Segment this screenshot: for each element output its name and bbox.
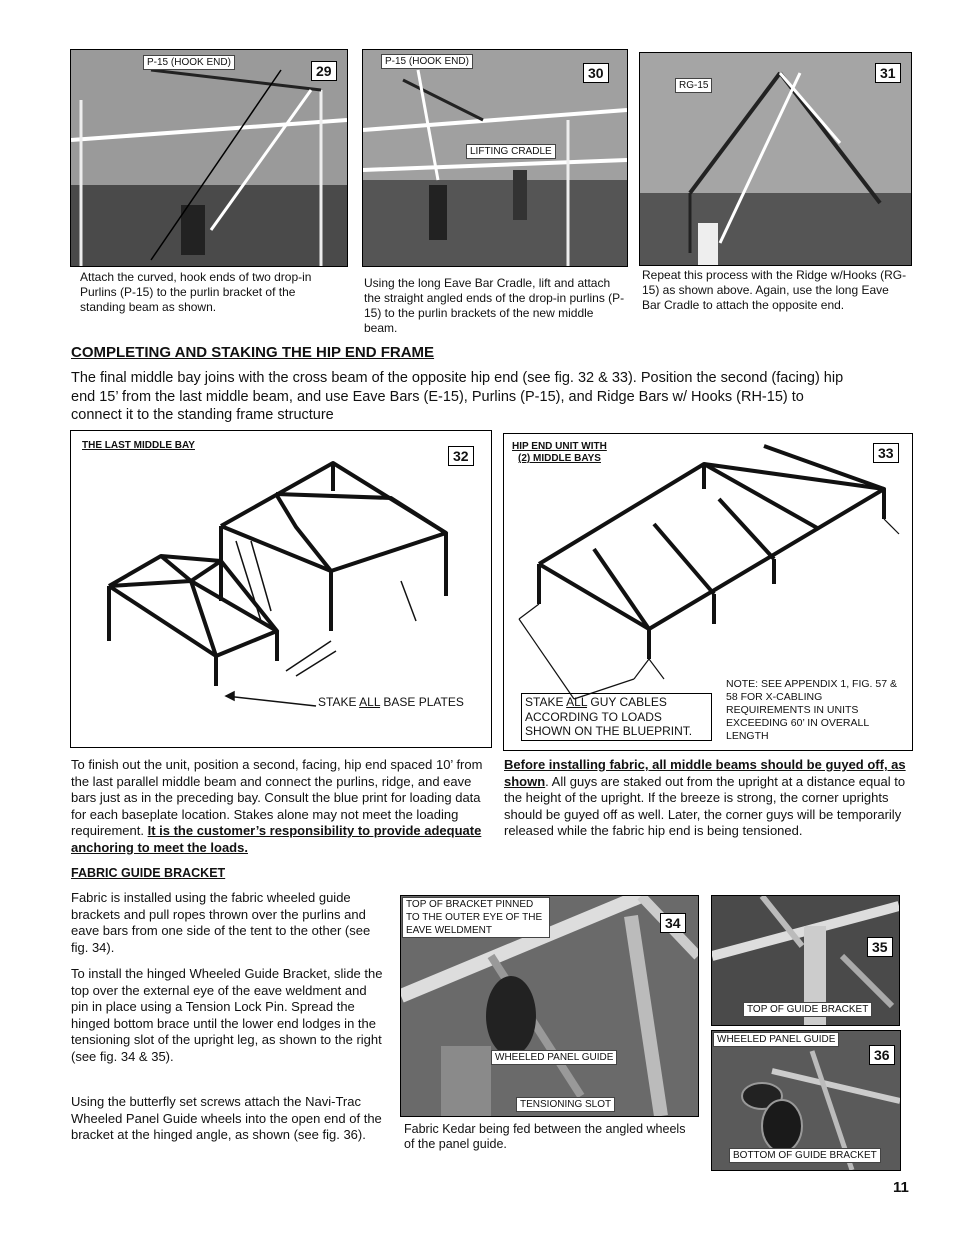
photo-fig-35 (711, 895, 900, 1026)
fabric-guide-p3: Using the butterfly set screws attach the Navi-Trac Wheeled Panel Guide wheels into the open end of the bracket at the hinged angle, as shown (see fig. 36). (71, 1094, 382, 1142)
stake-text-all: ALL (359, 695, 381, 709)
fig-33-number: 33 (873, 443, 899, 463)
photo-fig-29 (70, 49, 348, 267)
right-paragraph-bold: Before installing fabric, all middle beams should be guyed off, as shown (504, 757, 906, 789)
photo-fig-34 (400, 895, 699, 1117)
left-paragraph-text: To finish out the unit, position a second, facing, hip end spaced 10’ from the last parallel middle beam and connect the purlins, ridge, and eave bars just as in the preceding bay. Consult the blue print for loading data for each baseplate location. Stakes alone may not meet the loading requirement. (71, 757, 483, 838)
fig-35-number: 35 (867, 937, 893, 957)
fig-33-note: NOTE: SEE APPENDIX 1, FIG. 57 & 58 FOR X-CABLING REQUIREMENTS IN UNITS EXCEEDING 60’ IN OVERALL LENGTH (726, 678, 897, 742)
page-number: 11 (893, 1179, 909, 1196)
fig-33-title-line1: HIP END UNIT WITH (512, 441, 607, 452)
fig-36-bottom-label: BOTTOM OF GUIDE BRACKET (729, 1148, 881, 1163)
left-paragraph (71, 757, 495, 856)
fig-30-caption: Using the long Eave Bar Cradle, lift and attach the straight angled ends of the drop-in purlins (P-15) to the purlin brackets of the new middle beam. (364, 276, 625, 335)
fig-29-number: 29 (311, 61, 337, 81)
fabric-guide-p2: To install the hinged Wheeled Guide Bracket, slide the top over the external eye of the eave weldment and pin in place using a Tension Lock Pin. Spread the hinged bottom brace until the lower end lodges in the tensioning slot of the upright leg, as shown to the right (see fig. 34 & 35). (71, 966, 383, 1064)
diagram-fig-32 (70, 430, 492, 748)
left-paragraph-bold: It is the customer’s responsibility to provide adequate anchoring to meet the loads. (71, 823, 482, 855)
fig-36-number: 36 (869, 1045, 895, 1065)
section-intro-text: The final middle bay joins with the cross beam of the opposite hip end (see fig. 32 & 33). Position the second (facing) hip end 15’ from the last middle beam, and use Eave Bars (E-15), Purlins (P-15), and Ridge Bars w/ Hooks (RH-15) to connect it to the standing frame structure (71, 370, 844, 423)
right-paragraph-text: . All guys are staked out from the upright at a distance equal to the height of the upright. If the breeze is strong, the corner uprights should be guyed off as well. Later, the corner guys will be temporarily released while the fabric hip end is being tensioned. (504, 773, 906, 838)
right-paragraph (504, 757, 914, 840)
stake-text-pre: STAKE (318, 695, 360, 709)
fig-34-bottom-label: TENSIONING SLOT (516, 1097, 615, 1112)
section-heading-fabric-guide: FABRIC GUIDE BRACKET (71, 866, 226, 880)
fig-32-stake-note (318, 695, 464, 709)
section-heading-hip-end: COMPLETING AND STAKING THE HIP END FRAME (71, 344, 435, 361)
fabric-guide-p1: Fabric is installed using the fabric wheeled guide brackets and pull ropes thrown over the purlins and eave bars from one side of the tent to the other (see fig. 34). (71, 890, 371, 955)
fig-33-stake-box (521, 693, 712, 741)
photo-fig-31 (639, 52, 912, 266)
fig-30-label: P-15 (HOOK END) (381, 54, 473, 69)
diagram-fig-33 (503, 433, 913, 751)
fig-36-top-label: WHEELED PANEL GUIDE (713, 1032, 839, 1047)
guy-stake-all: ALL (566, 695, 588, 709)
fig-35-label: TOP OF GUIDE BRACKET (743, 1002, 872, 1017)
fig-34-mid-label: WHEELED PANEL GUIDE (491, 1050, 617, 1065)
fig-34-caption: Fabric Kedar being fed between the angled wheels of the panel guide. (404, 1122, 686, 1151)
photo-fig-30 (362, 49, 628, 267)
fig-31-caption: Repeat this process with the Ridge w/Hooks (RG-15) as shown above. Again, use the long Eave Bar Cradle to attach the opposite end. (642, 268, 907, 312)
guy-stake-pre: STAKE (525, 695, 567, 709)
photo-fig-29-image (71, 50, 347, 266)
fig-30-label-cradle: LIFTING CRADLE (466, 144, 556, 159)
fig-31-number: 31 (875, 63, 901, 83)
photo-fig-36 (711, 1030, 901, 1171)
fig-30-number: 30 (583, 63, 609, 83)
fig-34-top-label: TOP OF BRACKET PINNED TO THE OUTER EYE OF THE EAVE WELDMENT (402, 897, 550, 938)
fig-31-label: RG-15 (675, 78, 712, 93)
fig-34-number: 34 (660, 913, 686, 933)
fig-33-title-line2: (2) MIDDLE BAYS (518, 453, 601, 464)
stake-text-post: BASE PLATES (380, 695, 464, 709)
fig-29-label: P-15 (HOOK END) (143, 55, 235, 70)
guy-stake-post: GUY CABLES ACCORDING TO LOADS SHOWN ON THE BLUEPRINT. (525, 695, 693, 738)
fig-29-caption: Attach the curved, hook ends of two drop-in Purlins (P-15) to the purlin bracket of the standing beam as shown. (80, 270, 312, 314)
fig-32-number: 32 (448, 446, 474, 466)
fig-32-title: THE LAST MIDDLE BAY (82, 440, 195, 451)
